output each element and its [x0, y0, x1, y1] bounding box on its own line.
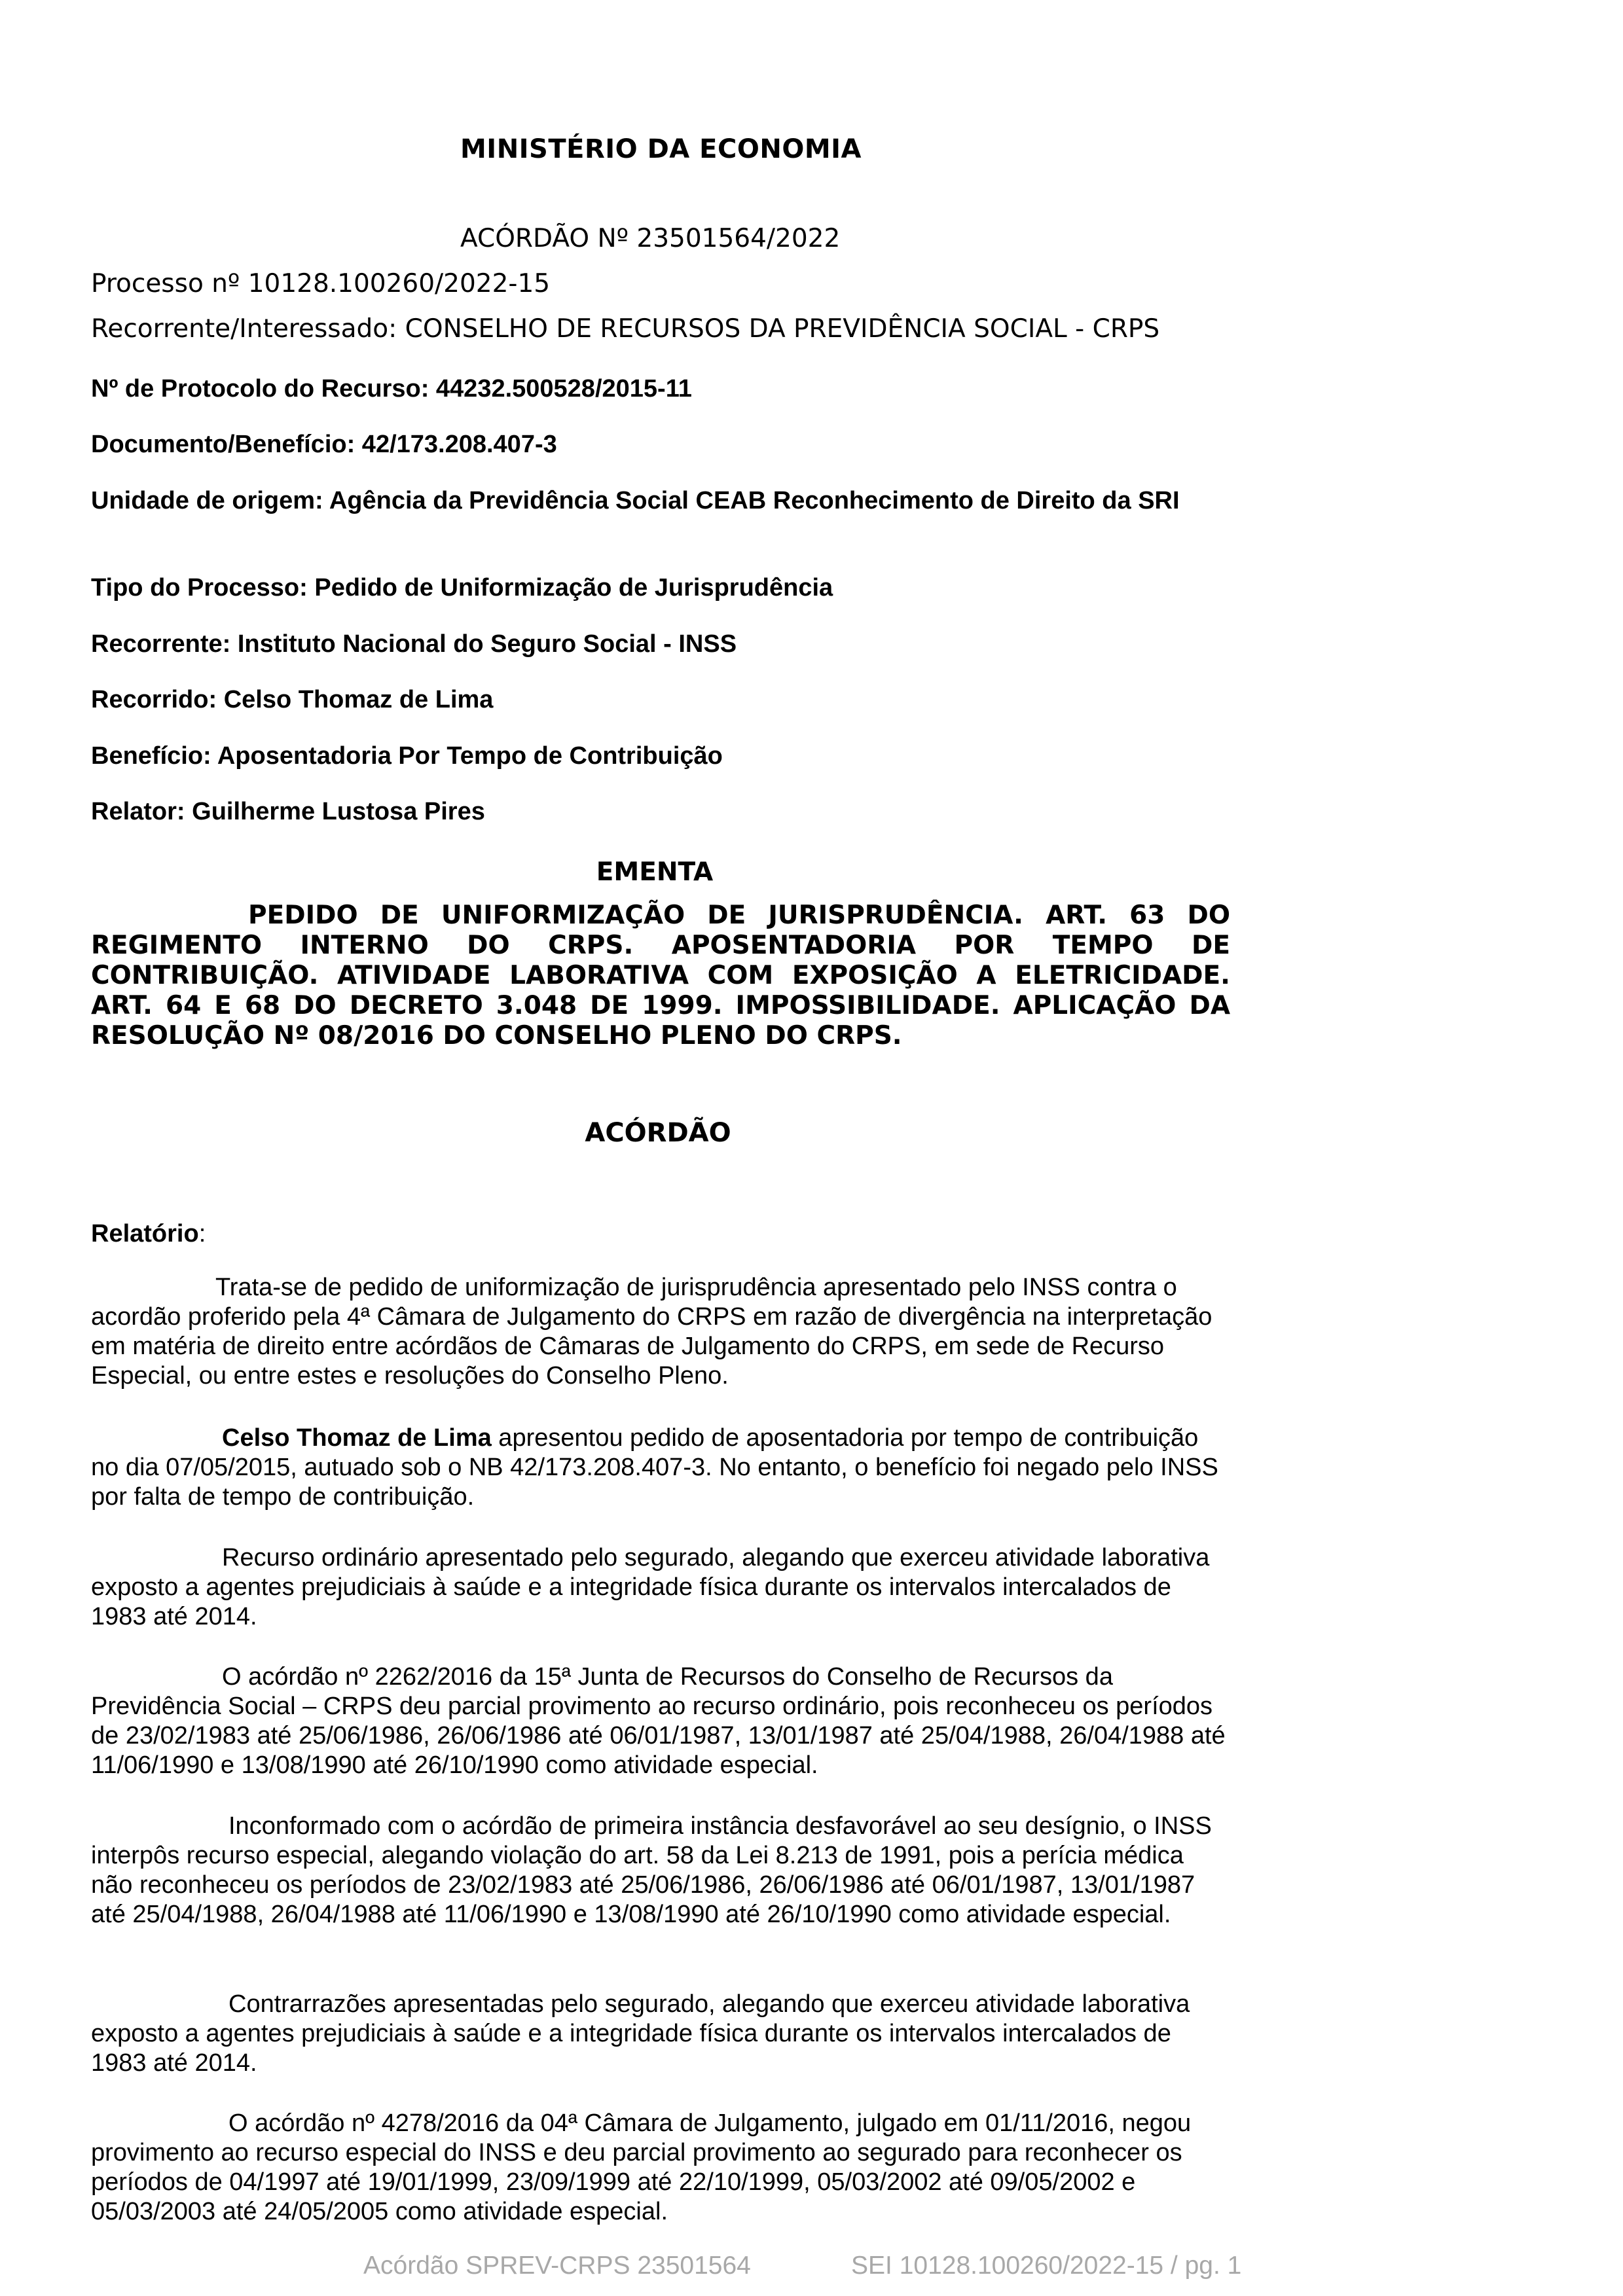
- paragraph-7: [91, 2109, 1230, 2227]
- paragraph-2-name: Celso Thomaz de Lima: [222, 1424, 492, 1452]
- recorrente-field: Recorrente: Instituto Nacional do Seguro Social - INSS: [91, 630, 737, 658]
- paragraph-1: [91, 1273, 1230, 1391]
- paragraph-7-text: O acórdão nº 4278/2016 da 04ª Câmara de Julgamento, julgado em 01/11/2016, negou provimento ao recurso especial do INSS e deu parcial provimento ao segurado para reconhecer os períodos de 04/1997 até 19/01/1999, 23/09/1999 até 22/10/1999, 05/03/2002 até 09/05/2002 e 05/03/2003 até 24/05/2005 como atividade especial.: [91, 2109, 1192, 2225]
- acordao-number: ACÓRDÃO Nº 23501564/2022: [460, 224, 841, 253]
- paragraph-3: [91, 1543, 1230, 1632]
- beneficio-field: Benefício: Aposentadoria Por Tempo de Contribuição: [91, 742, 723, 770]
- paragraph-5: [91, 1812, 1230, 1929]
- footer-document-id: Acórdão SPREV-CRPS 23501564: [363, 2251, 751, 2280]
- relatorio-label: Relatório: [91, 1220, 199, 1247]
- paragraph-2: [91, 1424, 1230, 1512]
- documento-field: Documento/Benefício: 42/173.208.407-3: [91, 431, 557, 458]
- tipo-processo-field: Tipo do Processo: Pedido de Uniformização de Jurisprudência: [91, 574, 833, 601]
- relatorio-heading: [91, 1220, 206, 1248]
- paragraph-2-text: apresentou pedido de aposentadoria por tempo de contribuição no dia 07/05/2015, autuado sob o NB 42/173.208.407-3. No entanto, o benefício foi negado pelo INSS por falta de tempo de contribuição.: [91, 1424, 1218, 1511]
- paragraph-6-text: Contrarrazões apresentadas pelo segurado, alegando que exerceu atividade laborativa exposto a agentes prejudiciais à saúde e a integridade física durante os intervalos intercalados de 1983 até 2014.: [91, 1990, 1190, 2077]
- footer-sei-page: SEI 10128.100260/2022-15 / pg. 1: [851, 2251, 1242, 2280]
- relatorio-colon: :: [198, 1220, 206, 1247]
- paragraph-4: [91, 1662, 1230, 1780]
- ementa-body: PEDIDO DE UNIFORMIZAÇÃO DE JURISPRUDÊNCIA. ART. 63 DO REGIMENTO INTERNO DO CRPS. APOSENTADORIA POR TEMPO DE CONTRIBUIÇÃO. ATIVIDADE LABORATIVA COM EXPOSIÇÃO A ELETRICIDADE. ART. 64 E 68 DO DECRETO 3.048 DE 1999. IMPOSSIBILIDADE. APLICAÇÃO DA RESOLUÇÃO Nº 08/2016 DO CONSELHO PLENO DO CRPS.: [91, 901, 1230, 1050]
- ementa-text: [91, 901, 1230, 1051]
- paragraph-6: [91, 1990, 1230, 2078]
- recorrido-field: Recorrido: Celso Thomaz de Lima: [91, 686, 494, 713]
- unidade-field: Unidade de origem: Agência da Previdência Social CEAB Reconhecimento de Direito da SRI: [91, 487, 1180, 514]
- paragraph-4-text: O acórdão nº 2262/2016 da 15ª Junta de Recursos do Conselho de Recursos da Previdência Social – CRPS deu parcial provimento ao recurso ordinário, pois reconheceu os períodos de 23/02/1983 até 25/06/1986, 26/06/1986 até 06/01/1987, 13/01/1987 até 25/04/1988, 26/04/1988 até 11/06/1990 e 13/08/1990 até 26/10/1990 como atividade especial.: [91, 1663, 1226, 1779]
- ministry-title: MINISTÉRIO DA ECONOMIA: [460, 134, 862, 164]
- paragraph-5-text: Inconformado com o acórdão de primeira instância desfavorável ao seu desígnio, o INSS interpôs recurso especial, alegando violação do art. 58 da Lei 8.213 de 1991, pois a perícia médica não reconheceu os períodos de 23/02/1983 até 25/06/1986, 26/06/1986 até 06/01/1987, 13/01/1987 até 25/04/1988, 26/04/1988 até 11/06/1990 e 13/08/1990 até 26/10/1990 como atividade especial.: [91, 1812, 1212, 1928]
- relator-field: Relator: Guilherme Lustosa Pires: [91, 798, 485, 825]
- paragraph-1-text: Trata-se de pedido de uniformização de jurisprudência apresentado pelo INSS contra o acordão proferido pela 4ª Câmara de Julgamento do CRPS em razão de divergência na interpretação em matéria de direito entre acórdãos de Câmaras de Julgamento do CRPS, em sede de Recurso Especial, ou entre estes e resoluções do Conselho Pleno.: [91, 1274, 1213, 1390]
- recorrente-interessado: Recorrente/Interessado: CONSELHO DE RECURSOS DA PREVIDÊNCIA SOCIAL - CRPS: [91, 314, 1160, 344]
- acordao-section-title: ACÓRDÃO: [585, 1118, 731, 1148]
- process-number: Processo nº 10128.100260/2022-15: [91, 269, 551, 298]
- paragraph-3-text: Recurso ordinário apresentado pelo segurado, alegando que exerceu atividade laborativa exposto a agentes prejudiciais à saúde e a integridade física durante os intervalos intercalados de 1983 até 2014.: [91, 1544, 1210, 1630]
- protocolo-field: Nº de Protocolo do Recurso: 44232.500528/2015-11: [91, 375, 692, 403]
- ementa-title: EMENTA: [596, 857, 714, 887]
